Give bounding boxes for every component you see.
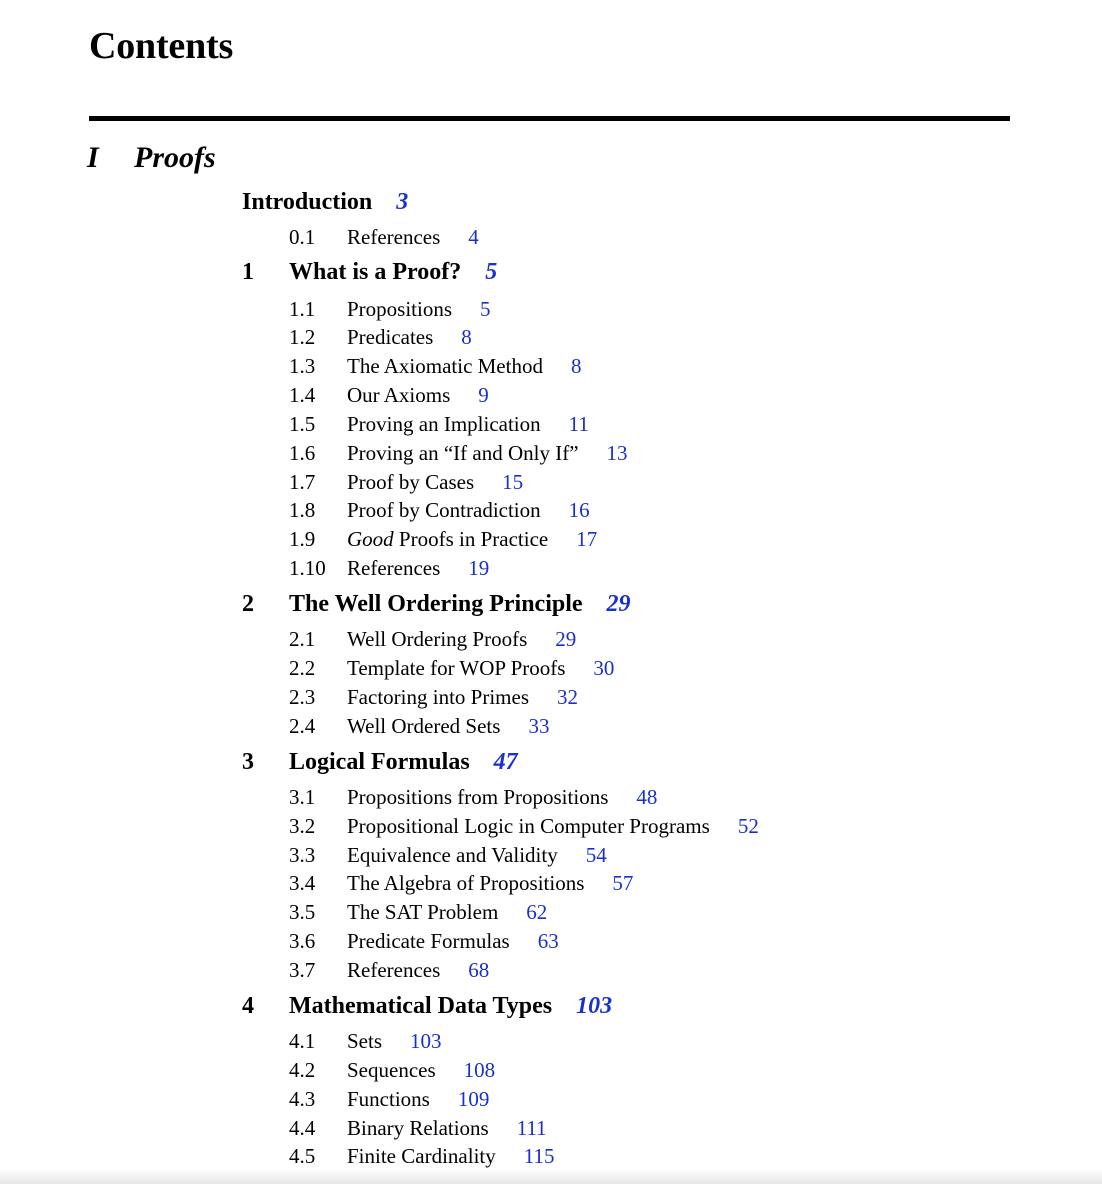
section-title-text: Well Ordered Sets [347,714,501,738]
chapter-title-text: Logical Formulas [289,749,470,775]
section-number: 1.10 [289,556,326,580]
section-title [347,713,549,739]
section-title [347,526,597,552]
section-number: 1.1 [289,297,316,321]
section-page-link[interactable]: 30 [593,656,615,680]
section-page-link[interactable]: 29 [555,627,577,651]
section-number: 3.5 [289,900,316,924]
part-title: Proofs [134,141,216,174]
section-number: 1.2 [289,325,316,349]
section-number: 4.5 [289,1144,316,1168]
section-number: 4.3 [289,1087,316,1111]
section-title-emphasis: Good [347,527,394,551]
chapter-title-text: Introduction [242,189,373,215]
section-page-link[interactable]: 63 [537,929,559,953]
section-page-link[interactable]: 48 [636,785,658,809]
chapter-title [289,257,497,287]
section-page-link[interactable]: 33 [528,714,550,738]
section-title-text: Propositions from Propositions [347,785,609,809]
section-page-link[interactable]: 11 [568,412,589,436]
section-number: 4.4 [289,1116,316,1140]
section-title-text: Factoring into Primes [347,685,529,709]
section-page-link[interactable]: 4 [468,225,479,249]
section-title-text: Sets [347,1029,383,1053]
chapter-number: 2 [242,591,254,617]
section-page-link[interactable]: 68 [468,958,490,982]
section-number: 3.2 [289,814,316,838]
chapter-page-link[interactable]: 29 [606,591,631,617]
section-page-link[interactable]: 111 [516,1116,547,1140]
section-title [347,684,578,710]
section-page-link[interactable]: 13 [606,441,628,465]
section-title-text: Proving an Implication [347,412,541,436]
section-page-link[interactable]: 62 [526,900,548,924]
section-number: 3.7 [289,958,316,982]
section-title [347,353,581,379]
section-title [347,555,489,581]
section-title [347,1086,489,1112]
section-title-text: Our Axioms [347,383,451,407]
chapter-page-link[interactable]: 103 [576,993,613,1019]
section-page-link[interactable]: 19 [468,556,490,580]
section-page-link[interactable]: 52 [737,814,759,838]
section-number: 1.3 [289,354,316,378]
section-number: 3.1 [289,785,316,809]
section-number: 2.1 [289,627,316,651]
section-page-link[interactable]: 16 [568,498,590,522]
section-page-link[interactable]: 5 [480,297,491,321]
section-title-text: References [347,958,441,982]
section-page-link[interactable]: 17 [576,527,598,551]
section-title [347,842,607,868]
chapter-title [289,747,518,777]
section-title-text: The SAT Problem [347,900,499,924]
section-title-text: Binary Relations [347,1116,489,1140]
section-number: 0.1 [289,225,316,249]
section-title [347,296,491,322]
section-page-link[interactable]: 103 [410,1029,442,1053]
section-title-text: Functions [347,1087,430,1111]
section-page-link[interactable]: 9 [478,383,489,407]
chapter-title [289,991,612,1021]
section-title-text: Equivalence and Validity [347,843,558,867]
section-title-text: Predicates [347,325,434,349]
section-title [347,1115,547,1141]
section-page-link[interactable]: 32 [557,685,578,709]
section-number: 1.8 [289,498,316,522]
page-title: Contents [89,25,234,67]
section-number: 4.1 [289,1029,316,1053]
section-title [347,1028,442,1054]
chapter-title-text: What is a Proof? [289,259,462,285]
part-number: I [87,141,99,174]
section-title-text: References [347,556,441,580]
section-title-text: The Algebra of Propositions [347,871,585,895]
section-title [347,784,657,810]
section-title-text: Finite Cardinality [347,1144,496,1168]
section-title-text: Sequences [347,1058,436,1082]
section-number: 3.6 [289,929,316,953]
section-number: 3.4 [289,871,316,895]
section-number: 4.2 [289,1058,316,1082]
chapter-title-text: The Well Ordering Principle [289,591,583,617]
section-title-text: Template for WOP Proofs [347,656,566,680]
section-title [347,626,576,652]
chapter-page-link[interactable]: 47 [493,749,518,775]
section-title [347,1057,495,1083]
section-title [347,440,628,466]
chapter-page-link[interactable]: 3 [396,189,409,215]
section-number: 3.3 [289,843,316,867]
section-title [347,957,489,983]
chapter-number: 1 [242,259,254,285]
section-title [347,870,633,896]
section-number: 1.9 [289,527,316,551]
section-title-text: Predicate Formulas [347,929,510,953]
section-number: 1.6 [289,441,316,465]
chapter-title [242,187,408,217]
section-title [347,928,559,954]
section-page-link[interactable]: 109 [457,1087,490,1111]
section-page-link[interactable]: 8 [570,354,582,378]
section-title [347,382,489,408]
chapter-title [289,589,631,619]
section-number: 2.4 [289,714,316,738]
section-page-link[interactable]: 57 [612,871,634,895]
section-title [347,469,523,495]
section-title [347,324,472,350]
section-page-link[interactable]: 8 [461,325,472,349]
section-title-text: Well Ordering Proofs [347,627,528,651]
section-number: 1.7 [289,470,316,494]
section-title [347,899,547,925]
chapter-number: 3 [242,749,254,775]
chapter-title-text: Mathematical Data Types [289,993,553,1019]
section-title [347,497,590,523]
section-number: 2.3 [289,685,316,709]
section-title-text: References [347,225,441,249]
section-title-text: Propositions [347,297,453,321]
section-title-text: Proof by Cases [347,470,475,494]
section-number: 2.2 [289,656,316,680]
section-title-text: Proof by Contradiction [347,498,541,522]
section-title-text: The Axiomatic Method [347,354,543,378]
section-page-link[interactable]: 15 [502,470,524,494]
section-page-link[interactable]: 54 [585,843,607,867]
section-title [347,813,759,839]
section-number: 1.4 [289,383,316,407]
section-title-text: Proving an “If and Only If” [347,441,579,465]
section-number: 1.5 [289,412,316,436]
chapter-number: 4 [242,993,254,1019]
section-title-text: Proofs in Practice [393,527,549,551]
bottom-shade [0,1168,1102,1184]
section-title [347,224,479,250]
section-title-text: Propositional Logic in Computer Programs [347,814,710,838]
section-title [347,655,614,681]
section-title [347,411,589,437]
section-title [347,1143,554,1169]
chapter-page-link[interactable]: 5 [485,259,498,285]
section-page-link[interactable]: 115 [523,1144,555,1168]
section-page-link[interactable]: 108 [463,1058,496,1082]
